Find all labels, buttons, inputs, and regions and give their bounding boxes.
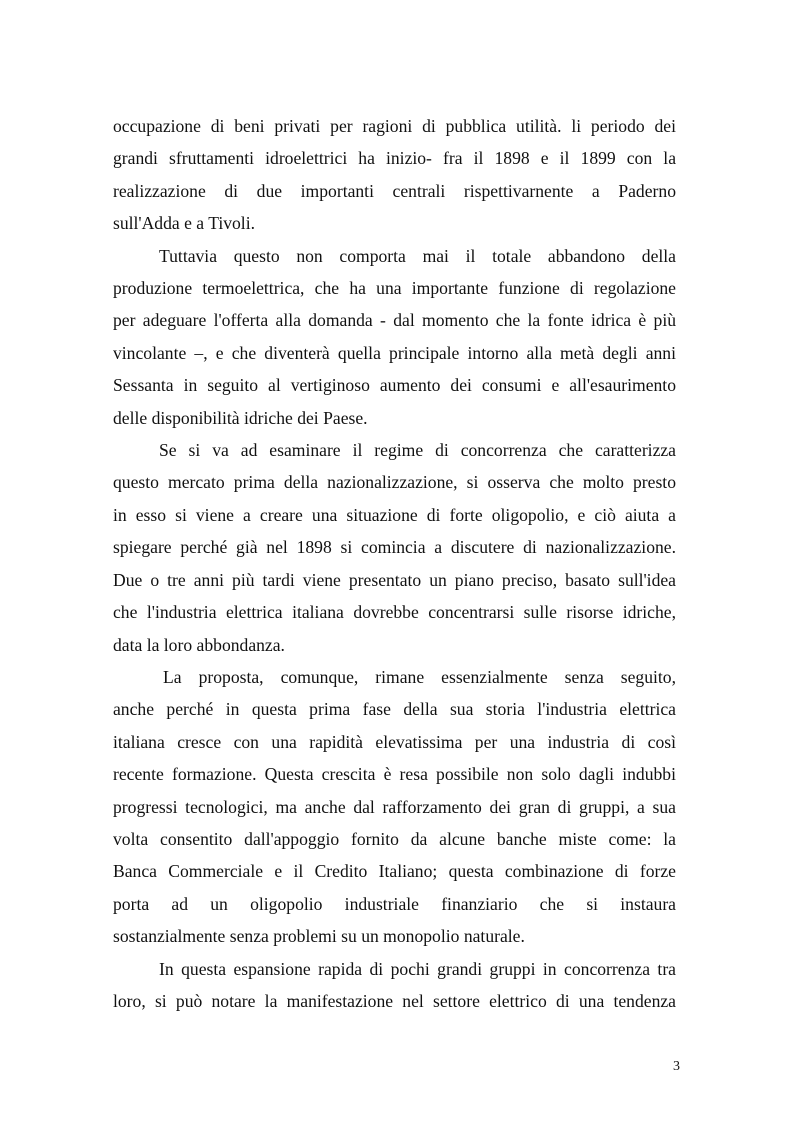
text-line: loro, si può notare la manifestazione nel settore elettrico di una tendenza: [113, 990, 676, 1011]
text-line: delle disponibilità idriche dei Paese.: [113, 407, 368, 428]
paragraph-2: [113, 240, 676, 434]
paragraph-3: [113, 434, 676, 661]
text-line: in esso si viene a creare una situazione di forte oligopolio, e ciò aiuta a: [113, 504, 676, 525]
paragraph-4: [113, 661, 676, 953]
text-line: che l'industria elettrica italiana dovrebbe concentrarsi sulle risorse idriche,: [113, 602, 676, 623]
text-line: italiana cresce con una rapidità elevatissima per una industria di così: [113, 731, 676, 752]
text-line: questo mercato prima della nazionalizzazione, si osserva che molto presto: [113, 472, 676, 493]
text-line: Banca Commerciale e il Credito Italiano; questa combinazione di forze: [113, 861, 676, 882]
text-line: Sessanta in seguito al vertiginoso aumento dei consumi e all'esaurimento: [113, 375, 676, 396]
text-line: spiegare perché già nel 1898 si comincia a discutere di nazionalizzazione.: [113, 537, 676, 558]
text-line: sull'Adda e a Tivoli.: [113, 213, 255, 234]
paragraph-5: [113, 953, 676, 1018]
text-line: vincolante –, e che diventerà quella principale intorno alla metà degli anni: [113, 342, 676, 363]
text-line: occupazione di beni privati per ragioni di pubblica utilità. li periodo dei: [113, 116, 676, 136]
text-line: Tuttavia questo non comporta mai il totale abbandono della: [159, 245, 676, 266]
text-line: sostanzialmente senza problemi su un monopolio naturale.: [113, 926, 525, 947]
text-line: Due o tre anni più tardi viene presentato un piano preciso, basato sull'idea: [113, 569, 676, 590]
text-line: In questa espansione rapida di pochi grandi gruppi in concorrenza tra: [159, 958, 676, 979]
text-line: per adeguare l'offerta alla domanda - dal momento che la fonte idrica è più: [113, 310, 676, 331]
paragraph-1: [113, 110, 676, 240]
text-line: recente formazione. Questa crescita è resa possibile non solo dagli indubbi: [113, 764, 676, 785]
text-line: La proposta, comunque, rimane essenzialmente senza seguito,: [163, 666, 676, 687]
text-line: realizzazione di due importanti centrali rispettivarnente a Paderno: [113, 180, 676, 201]
text-line: produzione termoelettrica, che ha una importante funzione di regolazione: [113, 278, 676, 299]
text-line: data la loro abbondanza.: [113, 634, 285, 655]
text-line: grandi sfruttamenti idroelettrici ha inizio- fra il 1898 e il 1899 con la: [113, 148, 676, 169]
page-body: [113, 110, 676, 1017]
page-number: 3: [673, 1059, 680, 1074]
text-line: porta ad un oligopolio industriale finanziario che si instaura: [113, 893, 676, 914]
text-line: volta consentito dall'appoggio fornito da alcune banche miste come: la: [113, 828, 676, 849]
text-line: Se si va ad esaminare il regime di concorrenza che caratterizza: [159, 440, 676, 461]
text-line: anche perché in questa prima fase della sua storia l'industria elettrica: [113, 699, 676, 720]
text-line: progressi tecnologici, ma anche dal rafforzamento dei gran di gruppi, a sua: [113, 796, 676, 817]
